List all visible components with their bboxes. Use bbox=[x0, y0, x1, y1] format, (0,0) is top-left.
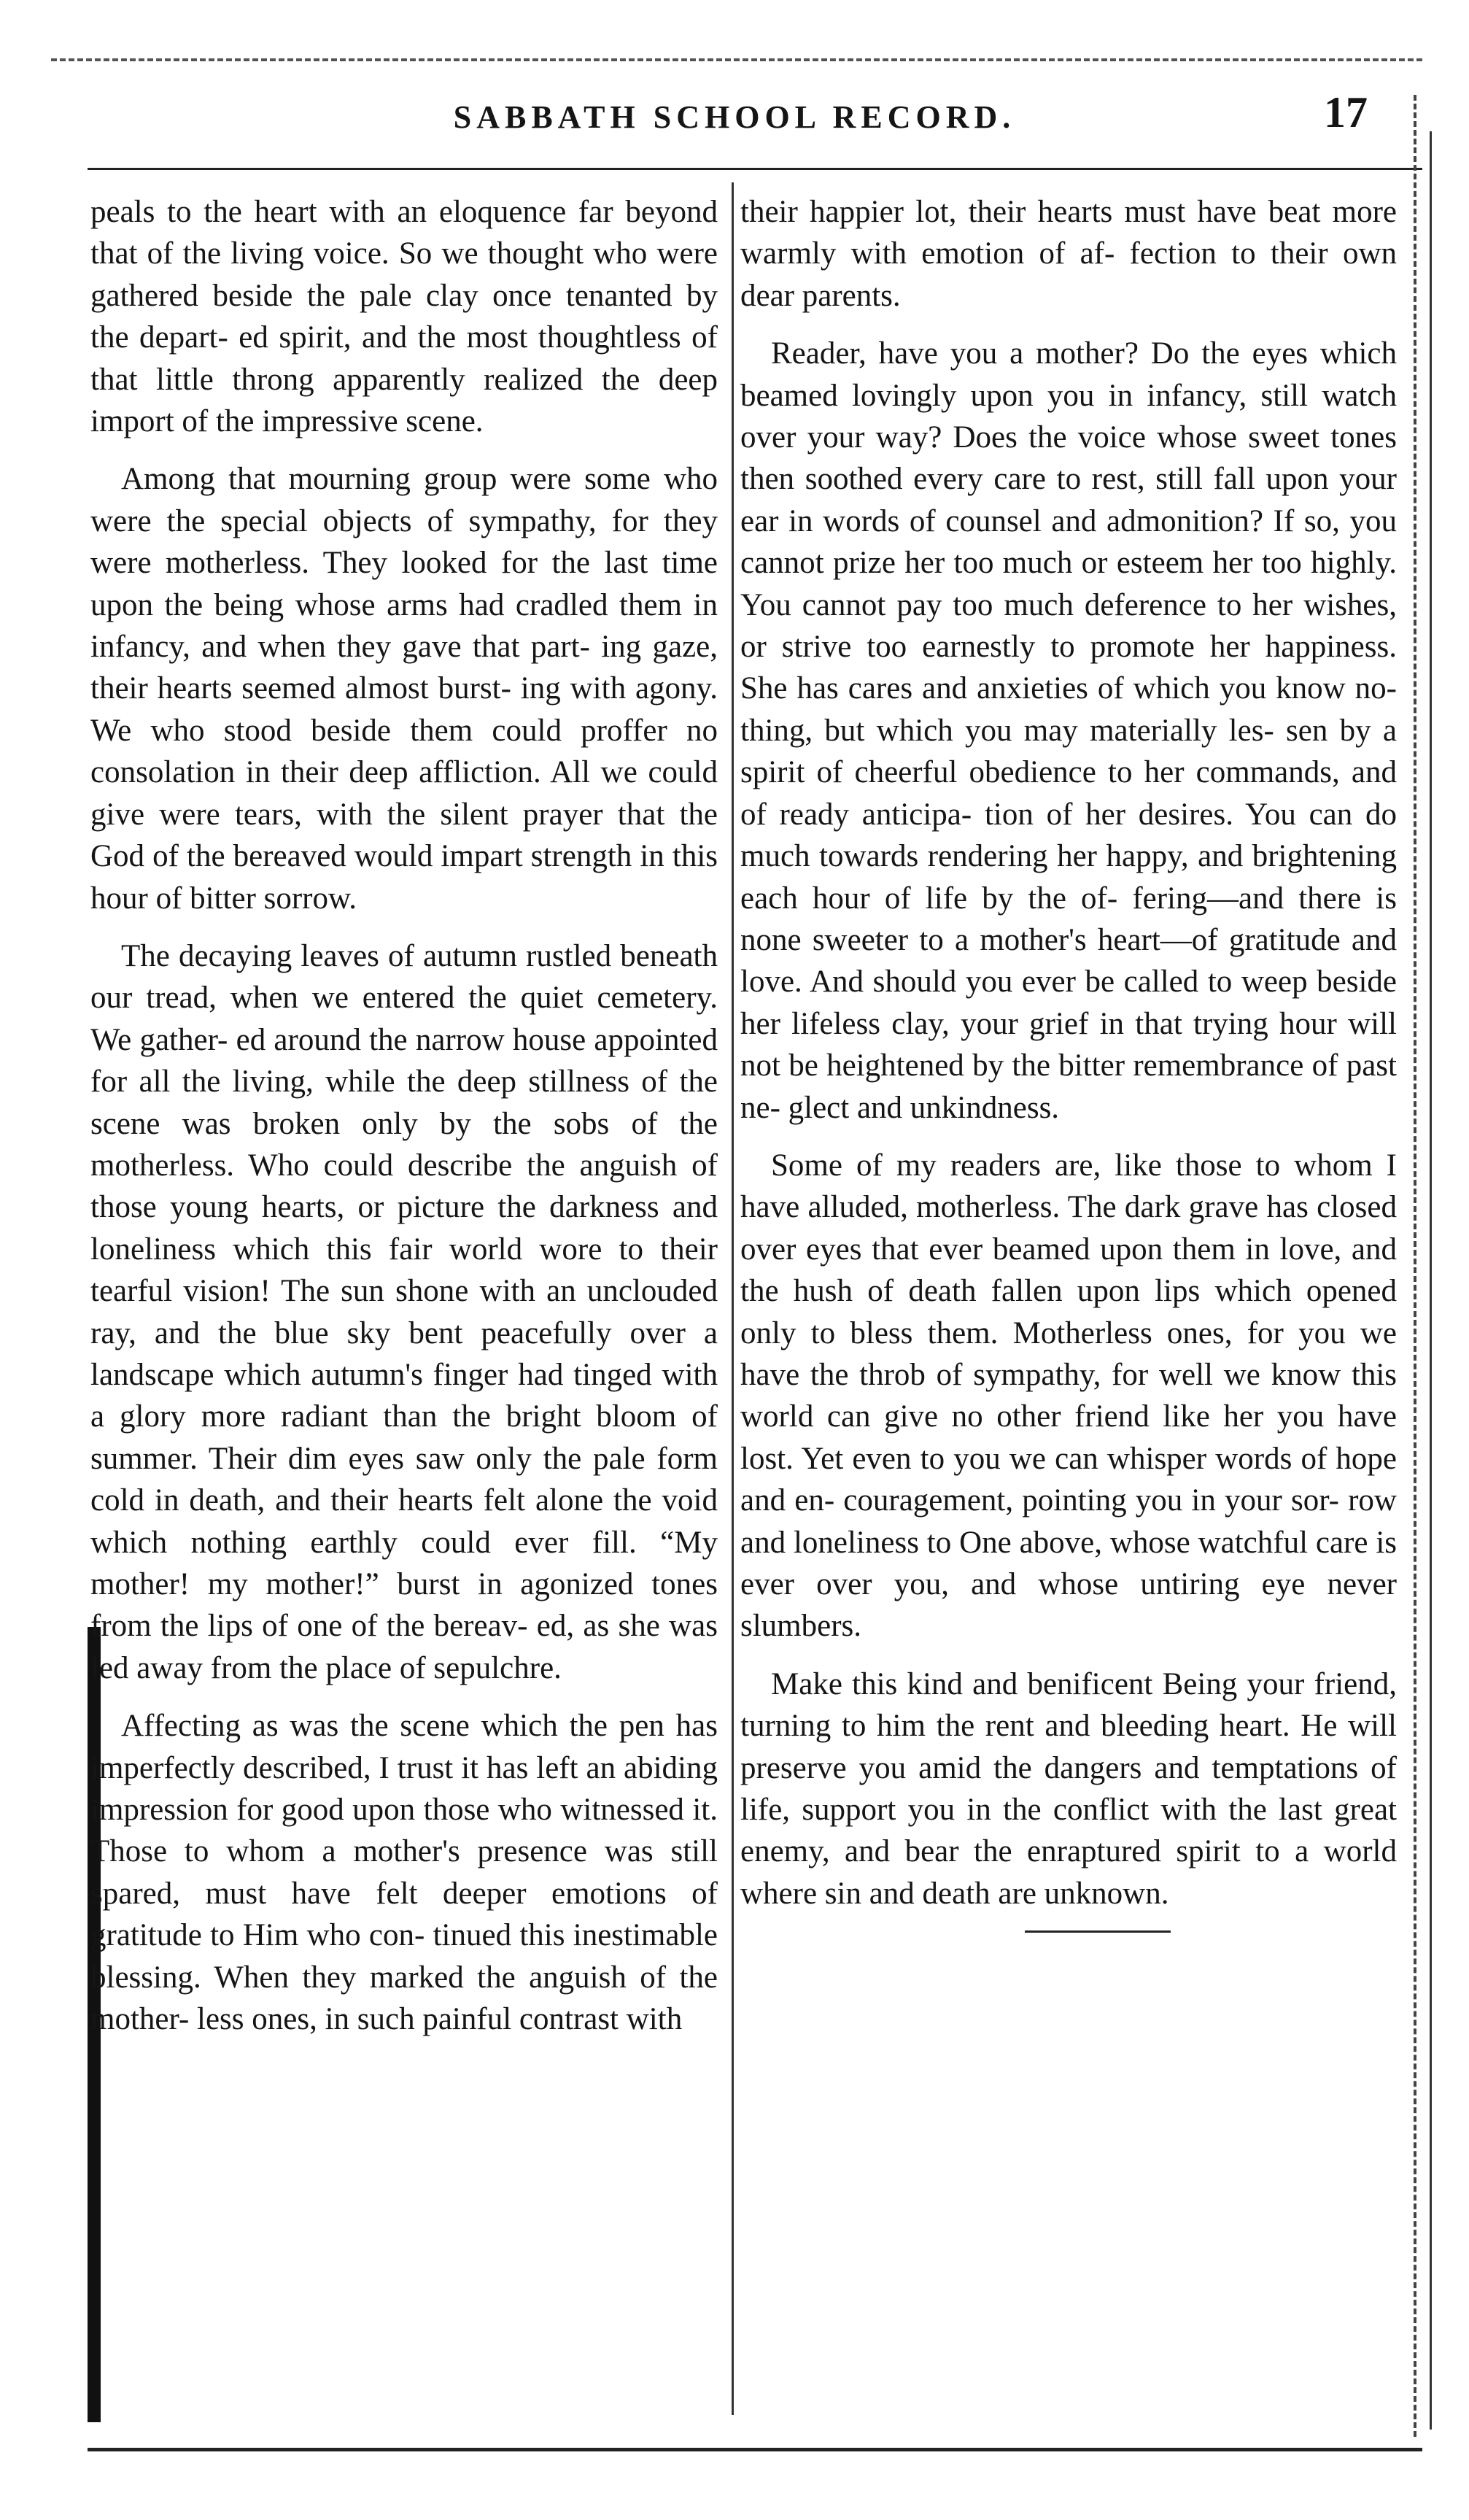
paragraph: their happier lot, their hearts must have beat more warmly with emotion of af- fection to their own dear parents. bbox=[740, 195, 1397, 313]
paragraph: Reader, have you a mother? Do the eyes which beamed lovingly upon you in infancy, still watch over your way? Does the voice whose sweet tones then soothed every care to rest, still fall upon your ear in words of counsel and admonition? If so, you cannot prize her too much or esteem her too highly. You cannot pay too much deference to her wishes, or strive too earnestly to promote her happiness. She has cares and anxieties of which you know no- thing, but which you may materially les- sen by a spirit of cheerful obedience to her commands, and of ready anticipa- tion of her desires. You can do much towards rendering her happy, and brightening each hour of life by the of- fering—and there is none sweeter to a mother's heart—of gratitude and love. And should you ever be called to weep beside her lifeless clay, your grief in that trying hour will not be heightened by the bitter remembrance of past ne- glect and unkindness. bbox=[740, 336, 1397, 1125]
running-head: SABBATH SCHOOL RECORD. bbox=[453, 99, 1016, 135]
paragraph: Among that mourning group were some who were the special objects of sympathy, for they were motherless. They looked for the last time upon the being whose arms had cradled them in infancy, and when they gave that part- ing gaze, their hearts seemed almost burst- ing with agony. We who stood beside them could proffer no consolation in their deep affliction. All we could give were tears, with the silent prayer that the God of the bereaved would impart strength in this hour of bitter sorrow. bbox=[90, 462, 718, 916]
paragraph: Make this kind and benificent Being your friend, turning to him the rent and bleeding heart. He will preserve you amid the dangers and temptations of life, support you in the conflict with the last great enemy, and bear the enraptured spirit to a world where sin and death are unknown. bbox=[740, 1666, 1397, 1911]
right-border-line bbox=[1430, 131, 1432, 2430]
paragraph: The decaying leaves of autumn rustled beneath our tread, when we entered the quiet cemetery. We gather- ed around the narrow house appointed for all the living, while the deep stillness of the scene was broken only by the sobs of the motherless. Who could describe the anguish of those young hearts, or picture the darkness and loneliness which this fair world wore to their tearful vision! The sun shone with an unclouded ray, and the blue sky bent peacefully over a landscape which autumn's finger had tinged with a glory more radiant than the bright bloom of summer. Their dim eyes saw only the pale form cold in death, and their hearts felt alone the void which nothing earthly could ever fill. “My mother! my mother!” burst in agonized tones from the lips of one of the bereav- ed, as she was led away from the place of sepulchre. bbox=[90, 938, 718, 1685]
paragraph: peals to the heart with an eloquence far beyond that of the living voice. So we thought who were gathered beside the pale clay once tenanted by the depart- ed spirit, and the most thoughtless of that little throng apparently realized the deep import of the impressive scene. bbox=[90, 195, 718, 439]
left-column bbox=[90, 191, 718, 2056]
header-rule bbox=[88, 168, 1422, 170]
top-dashed-rule bbox=[51, 58, 1422, 61]
column-divider bbox=[732, 182, 734, 2415]
page-number: 17 bbox=[1324, 88, 1368, 136]
end-of-article-rule bbox=[1025, 1930, 1171, 1933]
paragraph: Some of my readers are, like those to whom I have alluded, motherless. The dark grave has closed over eyes that ever beamed upon them in love, and the hush of death fallen upon lips which opened only to bless them. Motherless ones, for you we have the throb of sympathy, for well we know this world can give no other friend like her you have lost. Yet even to you we can whisper words of hope and en- couragement, pointing you in your sor- row and loneliness to One above, whose watchful care is ever over you, and whose untiring eye never slumbers. bbox=[740, 1148, 1397, 1644]
bottom-rule bbox=[88, 2448, 1422, 2451]
right-dashed-border bbox=[1414, 95, 1416, 2437]
right-column bbox=[740, 191, 1397, 1933]
paragraph: Affecting as was the scene which the pen has imperfectly described, I trust it has left an abiding impression for good upon those who witnessed it. Those to whom a mother's presence was still spared, must have felt deeper emotions of gratitude to Him who con- tinued this inestimable blessing. When they marked the anguish of the mother- less ones, in such painful contrast with bbox=[90, 1709, 718, 2037]
